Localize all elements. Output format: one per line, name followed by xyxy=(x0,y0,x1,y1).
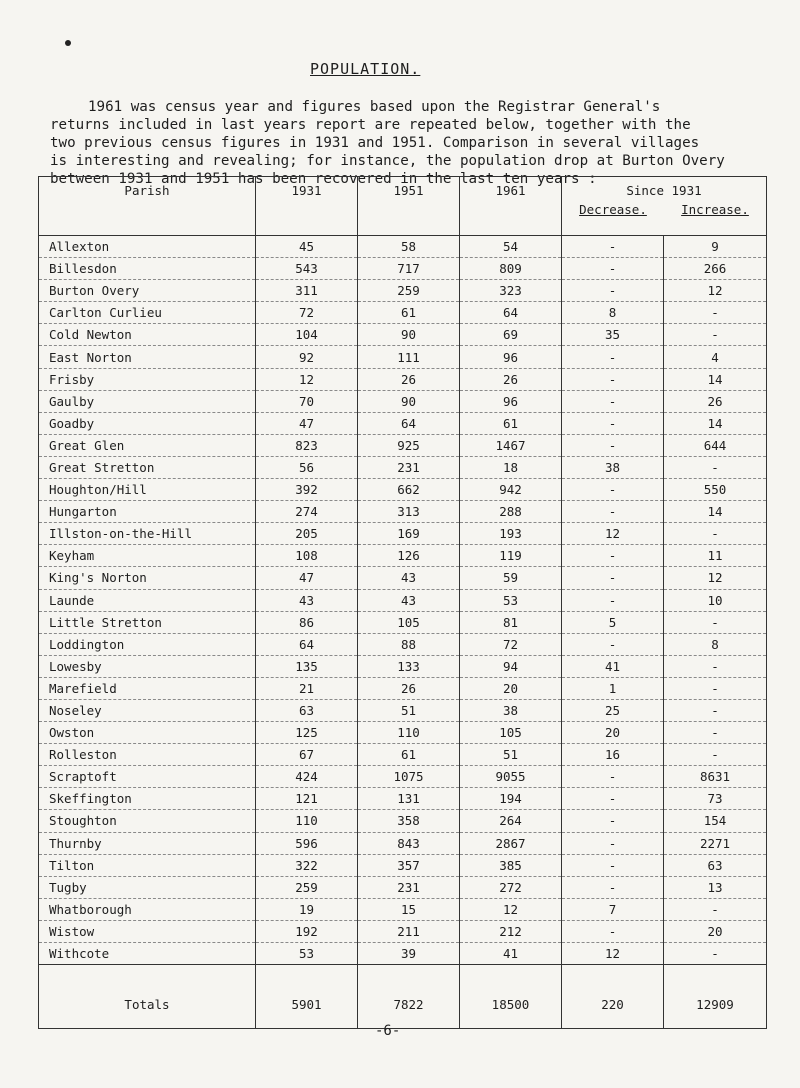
page-number: -6- xyxy=(375,1023,401,1039)
table-row xyxy=(39,479,767,501)
cell-1961: 69 xyxy=(460,324,562,346)
cell-decrease: 12 xyxy=(562,523,664,545)
parish-cell: King's Norton xyxy=(39,567,256,589)
table-row xyxy=(39,744,767,766)
cell-increase: - xyxy=(664,699,767,721)
cell-1961: 323 xyxy=(460,280,562,302)
table-row xyxy=(39,390,767,412)
cell-decrease: - xyxy=(562,258,664,280)
cell-increase: - xyxy=(664,677,767,699)
cell-1961: 942 xyxy=(460,479,562,501)
table-row xyxy=(39,810,767,832)
cell-1931: 19 xyxy=(256,898,358,920)
cell-1961: 96 xyxy=(460,390,562,412)
cell-1951: 61 xyxy=(358,302,460,324)
cell-increase: 550 xyxy=(664,479,767,501)
cell-1931: 72 xyxy=(256,302,358,324)
table-row xyxy=(39,412,767,434)
cell-1961: 105 xyxy=(460,722,562,744)
cell-decrease: - xyxy=(562,236,664,258)
cell-increase: 4 xyxy=(664,346,767,368)
cell-1931: 322 xyxy=(256,854,358,876)
cell-1951: 169 xyxy=(358,523,460,545)
cell-increase: - xyxy=(664,523,767,545)
cell-1951: 131 xyxy=(358,788,460,810)
table-row xyxy=(39,302,767,324)
cell-1931: 21 xyxy=(256,677,358,699)
parish-cell: Stoughton xyxy=(39,810,256,832)
cell-1961: 94 xyxy=(460,655,562,677)
cell-1961: 193 xyxy=(460,523,562,545)
intro-line: 1961 was census year and figures based upon the Registrar General's xyxy=(88,99,661,115)
totals-decrease: 220 xyxy=(562,965,664,1029)
cell-1951: 90 xyxy=(358,390,460,412)
cell-increase: 63 xyxy=(664,854,767,876)
cell-increase: 13 xyxy=(664,876,767,898)
table-row xyxy=(39,346,767,368)
cell-1931: 274 xyxy=(256,501,358,523)
cell-1961: 809 xyxy=(460,258,562,280)
cell-decrease: - xyxy=(562,920,664,942)
totals-1951: 7822 xyxy=(358,965,460,1029)
cell-decrease: - xyxy=(562,567,664,589)
cell-decrease: 7 xyxy=(562,898,664,920)
cell-1931: 125 xyxy=(256,722,358,744)
cell-1931: 121 xyxy=(256,788,358,810)
cell-increase: 9 xyxy=(664,236,767,258)
cell-1931: 205 xyxy=(256,523,358,545)
cell-increase: 73 xyxy=(664,788,767,810)
cell-increase: 12 xyxy=(664,280,767,302)
cell-1961: 20 xyxy=(460,677,562,699)
cell-1951: 717 xyxy=(358,258,460,280)
cell-decrease: - xyxy=(562,766,664,788)
cell-1961: 272 xyxy=(460,876,562,898)
cell-1951: 51 xyxy=(358,699,460,721)
table-row xyxy=(39,258,767,280)
cell-decrease: - xyxy=(562,390,664,412)
header-since xyxy=(562,177,767,236)
parish-cell: Frisby xyxy=(39,368,256,390)
totals-increase: 12909 xyxy=(664,965,767,1029)
page-title: POPULATION. xyxy=(310,60,421,78)
table-row xyxy=(39,788,767,810)
cell-1931: 311 xyxy=(256,280,358,302)
cell-1931: 70 xyxy=(256,390,358,412)
parish-cell: Goadby xyxy=(39,412,256,434)
cell-1951: 26 xyxy=(358,368,460,390)
parish-cell: Gaulby xyxy=(39,390,256,412)
intro-paragraph xyxy=(50,98,770,188)
header-decrease: Decrease. xyxy=(579,202,647,217)
parish-cell: Noseley xyxy=(39,699,256,721)
cell-1961: 61 xyxy=(460,412,562,434)
cell-1931: 47 xyxy=(256,412,358,434)
cell-decrease: - xyxy=(562,788,664,810)
cell-1951: 313 xyxy=(358,501,460,523)
cell-1961: 12 xyxy=(460,898,562,920)
totals-1961: 18500 xyxy=(460,965,562,1029)
cell-decrease: - xyxy=(562,876,664,898)
cell-1951: 133 xyxy=(358,655,460,677)
cell-1931: 64 xyxy=(256,633,358,655)
parish-cell: Burton Overy xyxy=(39,280,256,302)
cell-increase: 26 xyxy=(664,390,767,412)
cell-1951: 88 xyxy=(358,633,460,655)
table-row xyxy=(39,832,767,854)
header-increase: Increase. xyxy=(681,202,749,217)
cell-increase: - xyxy=(664,722,767,744)
population-table xyxy=(38,176,767,1029)
cell-1951: 211 xyxy=(358,920,460,942)
cell-1961: 51 xyxy=(460,744,562,766)
cell-1951: 26 xyxy=(358,677,460,699)
table-row xyxy=(39,722,767,744)
cell-increase: 8631 xyxy=(664,766,767,788)
intro-line: returns included in last years report are repeated below, together with the xyxy=(50,117,691,133)
cell-increase: - xyxy=(664,655,767,677)
cell-1951: 39 xyxy=(358,943,460,965)
cell-increase: - xyxy=(664,898,767,920)
cell-decrease: - xyxy=(562,346,664,368)
table-row xyxy=(39,589,767,611)
parish-cell: Little Stretton xyxy=(39,611,256,633)
cell-decrease: - xyxy=(562,545,664,567)
header-since-label: Since 1931 xyxy=(626,183,702,198)
parish-cell: Keyham xyxy=(39,545,256,567)
cell-1931: 596 xyxy=(256,832,358,854)
cell-decrease: 35 xyxy=(562,324,664,346)
parish-cell: Illston-on-the-Hill xyxy=(39,523,256,545)
cell-1951: 58 xyxy=(358,236,460,258)
cell-1931: 104 xyxy=(256,324,358,346)
table-row xyxy=(39,280,767,302)
cell-increase: - xyxy=(664,744,767,766)
cell-1951: 1075 xyxy=(358,766,460,788)
cell-increase: - xyxy=(664,302,767,324)
cell-decrease: - xyxy=(562,434,664,456)
cell-1931: 45 xyxy=(256,236,358,258)
table-row xyxy=(39,898,767,920)
cell-1931: 108 xyxy=(256,545,358,567)
cell-increase: 154 xyxy=(664,810,767,832)
cell-1931: 63 xyxy=(256,699,358,721)
table-row xyxy=(39,324,767,346)
table-row xyxy=(39,699,767,721)
cell-1931: 424 xyxy=(256,766,358,788)
parish-cell: Carlton Curlieu xyxy=(39,302,256,324)
cell-decrease: 12 xyxy=(562,943,664,965)
cell-1961: 18 xyxy=(460,456,562,478)
cell-1931: 12 xyxy=(256,368,358,390)
cell-decrease: 16 xyxy=(562,744,664,766)
parish-cell: Scraptoft xyxy=(39,766,256,788)
cell-1951: 61 xyxy=(358,744,460,766)
table-row xyxy=(39,368,767,390)
table-row xyxy=(39,236,767,258)
table-row xyxy=(39,611,767,633)
parish-cell: Rolleston xyxy=(39,744,256,766)
cell-1931: 53 xyxy=(256,943,358,965)
parish-cell: Wistow xyxy=(39,920,256,942)
cell-increase: 14 xyxy=(664,412,767,434)
parish-cell: Great Glen xyxy=(39,434,256,456)
table-row xyxy=(39,567,767,589)
header-parish: Parish xyxy=(39,177,256,236)
cell-decrease: 25 xyxy=(562,699,664,721)
cell-decrease: 41 xyxy=(562,655,664,677)
cell-increase: 10 xyxy=(664,589,767,611)
cell-1961: 264 xyxy=(460,810,562,832)
cell-1951: 64 xyxy=(358,412,460,434)
parish-cell: Allexton xyxy=(39,236,256,258)
header-1951: 1951 xyxy=(358,177,460,236)
cell-1951: 358 xyxy=(358,810,460,832)
cell-1961: 96 xyxy=(460,346,562,368)
cell-increase: 14 xyxy=(664,368,767,390)
cell-decrease: - xyxy=(562,854,664,876)
cell-1961: 59 xyxy=(460,567,562,589)
parish-cell: Billesdon xyxy=(39,258,256,280)
cell-decrease: - xyxy=(562,412,664,434)
cell-1931: 823 xyxy=(256,434,358,456)
cell-1931: 192 xyxy=(256,920,358,942)
cell-1951: 90 xyxy=(358,324,460,346)
table-row xyxy=(39,854,767,876)
cell-1961: 64 xyxy=(460,302,562,324)
table-row xyxy=(39,456,767,478)
parish-cell: Lowesby xyxy=(39,655,256,677)
parish-cell: Withcote xyxy=(39,943,256,965)
parish-cell: Launde xyxy=(39,589,256,611)
table-header-row xyxy=(39,177,767,236)
cell-decrease: - xyxy=(562,589,664,611)
cell-1961: 72 xyxy=(460,633,562,655)
cell-1961: 119 xyxy=(460,545,562,567)
cell-decrease: - xyxy=(562,280,664,302)
table-row xyxy=(39,501,767,523)
parish-cell: Cold Newton xyxy=(39,324,256,346)
cell-decrease: 8 xyxy=(562,302,664,324)
cell-1931: 47 xyxy=(256,567,358,589)
totals-1931: 5901 xyxy=(256,965,358,1029)
cell-increase: 266 xyxy=(664,258,767,280)
cell-1951: 843 xyxy=(358,832,460,854)
cell-1961: 2867 xyxy=(460,832,562,854)
table-row xyxy=(39,523,767,545)
table-row xyxy=(39,677,767,699)
table-row xyxy=(39,545,767,567)
parish-cell: Skeffington xyxy=(39,788,256,810)
cell-1961: 1467 xyxy=(460,434,562,456)
header-1961: 1961 xyxy=(460,177,562,236)
intro-line: between 1931 and 1951 has been recovered in the last ten years : xyxy=(50,171,597,187)
intro-line: is interesting and revealing; for instance, the population drop at Burton Overy xyxy=(50,153,725,169)
table-row xyxy=(39,943,767,965)
cell-decrease: - xyxy=(562,479,664,501)
cell-1951: 357 xyxy=(358,854,460,876)
parish-cell: Whatborough xyxy=(39,898,256,920)
cell-increase: 12 xyxy=(664,567,767,589)
cell-decrease: 38 xyxy=(562,456,664,478)
cell-increase: 644 xyxy=(664,434,767,456)
cell-increase: 11 xyxy=(664,545,767,567)
cell-decrease: 20 xyxy=(562,722,664,744)
cell-1951: 231 xyxy=(358,876,460,898)
cell-increase: - xyxy=(664,456,767,478)
totals-label: Totals xyxy=(39,965,256,1029)
cell-increase: - xyxy=(664,324,767,346)
cell-1961: 41 xyxy=(460,943,562,965)
cell-1951: 43 xyxy=(358,567,460,589)
cell-increase: 2271 xyxy=(664,832,767,854)
parish-cell: Thurnby xyxy=(39,832,256,854)
cell-1931: 110 xyxy=(256,810,358,832)
cell-increase: 20 xyxy=(664,920,767,942)
cell-1961: 54 xyxy=(460,236,562,258)
cell-1961: 53 xyxy=(460,589,562,611)
cell-increase: 14 xyxy=(664,501,767,523)
cell-1961: 81 xyxy=(460,611,562,633)
cell-1951: 15 xyxy=(358,898,460,920)
cell-1931: 259 xyxy=(256,876,358,898)
cell-decrease: 5 xyxy=(562,611,664,633)
cell-decrease: - xyxy=(562,368,664,390)
intro-line: two previous census figures in 1931 and 1951. Comparison in several villages xyxy=(50,135,700,151)
cell-decrease: - xyxy=(562,810,664,832)
cell-1961: 38 xyxy=(460,699,562,721)
cell-1951: 662 xyxy=(358,479,460,501)
cell-1951: 111 xyxy=(358,346,460,368)
header-1931: 1931 xyxy=(256,177,358,236)
table-row xyxy=(39,876,767,898)
parish-cell: Houghton/Hill xyxy=(39,479,256,501)
cell-1951: 126 xyxy=(358,545,460,567)
cell-increase: - xyxy=(664,943,767,965)
table-row xyxy=(39,434,767,456)
cell-1931: 86 xyxy=(256,611,358,633)
cell-decrease: 1 xyxy=(562,677,664,699)
parish-cell: Marefield xyxy=(39,677,256,699)
cell-increase: - xyxy=(664,611,767,633)
table-row xyxy=(39,655,767,677)
cell-1951: 259 xyxy=(358,280,460,302)
bullet-mark xyxy=(65,40,71,46)
table-row xyxy=(39,633,767,655)
cell-1961: 26 xyxy=(460,368,562,390)
cell-1961: 194 xyxy=(460,788,562,810)
cell-1931: 543 xyxy=(256,258,358,280)
cell-1931: 56 xyxy=(256,456,358,478)
cell-1951: 105 xyxy=(358,611,460,633)
cell-1961: 212 xyxy=(460,920,562,942)
cell-1931: 135 xyxy=(256,655,358,677)
parish-cell: Tugby xyxy=(39,876,256,898)
cell-1961: 385 xyxy=(460,854,562,876)
cell-decrease: - xyxy=(562,501,664,523)
cell-1931: 67 xyxy=(256,744,358,766)
table-row xyxy=(39,766,767,788)
parish-cell: Great Stretton xyxy=(39,456,256,478)
cell-1961: 9055 xyxy=(460,766,562,788)
cell-decrease: - xyxy=(562,832,664,854)
cell-1931: 392 xyxy=(256,479,358,501)
table-row xyxy=(39,920,767,942)
parish-cell: Tilton xyxy=(39,854,256,876)
cell-1961: 288 xyxy=(460,501,562,523)
parish-cell: Loddington xyxy=(39,633,256,655)
cell-1931: 43 xyxy=(256,589,358,611)
cell-1951: 43 xyxy=(358,589,460,611)
parish-cell: Hungarton xyxy=(39,501,256,523)
cell-1951: 231 xyxy=(358,456,460,478)
totals-row xyxy=(39,965,767,1029)
cell-1951: 110 xyxy=(358,722,460,744)
cell-increase: 8 xyxy=(664,633,767,655)
parish-cell: East Norton xyxy=(39,346,256,368)
cell-1951: 925 xyxy=(358,434,460,456)
cell-1931: 92 xyxy=(256,346,358,368)
cell-decrease: - xyxy=(562,633,664,655)
parish-cell: Owston xyxy=(39,722,256,744)
